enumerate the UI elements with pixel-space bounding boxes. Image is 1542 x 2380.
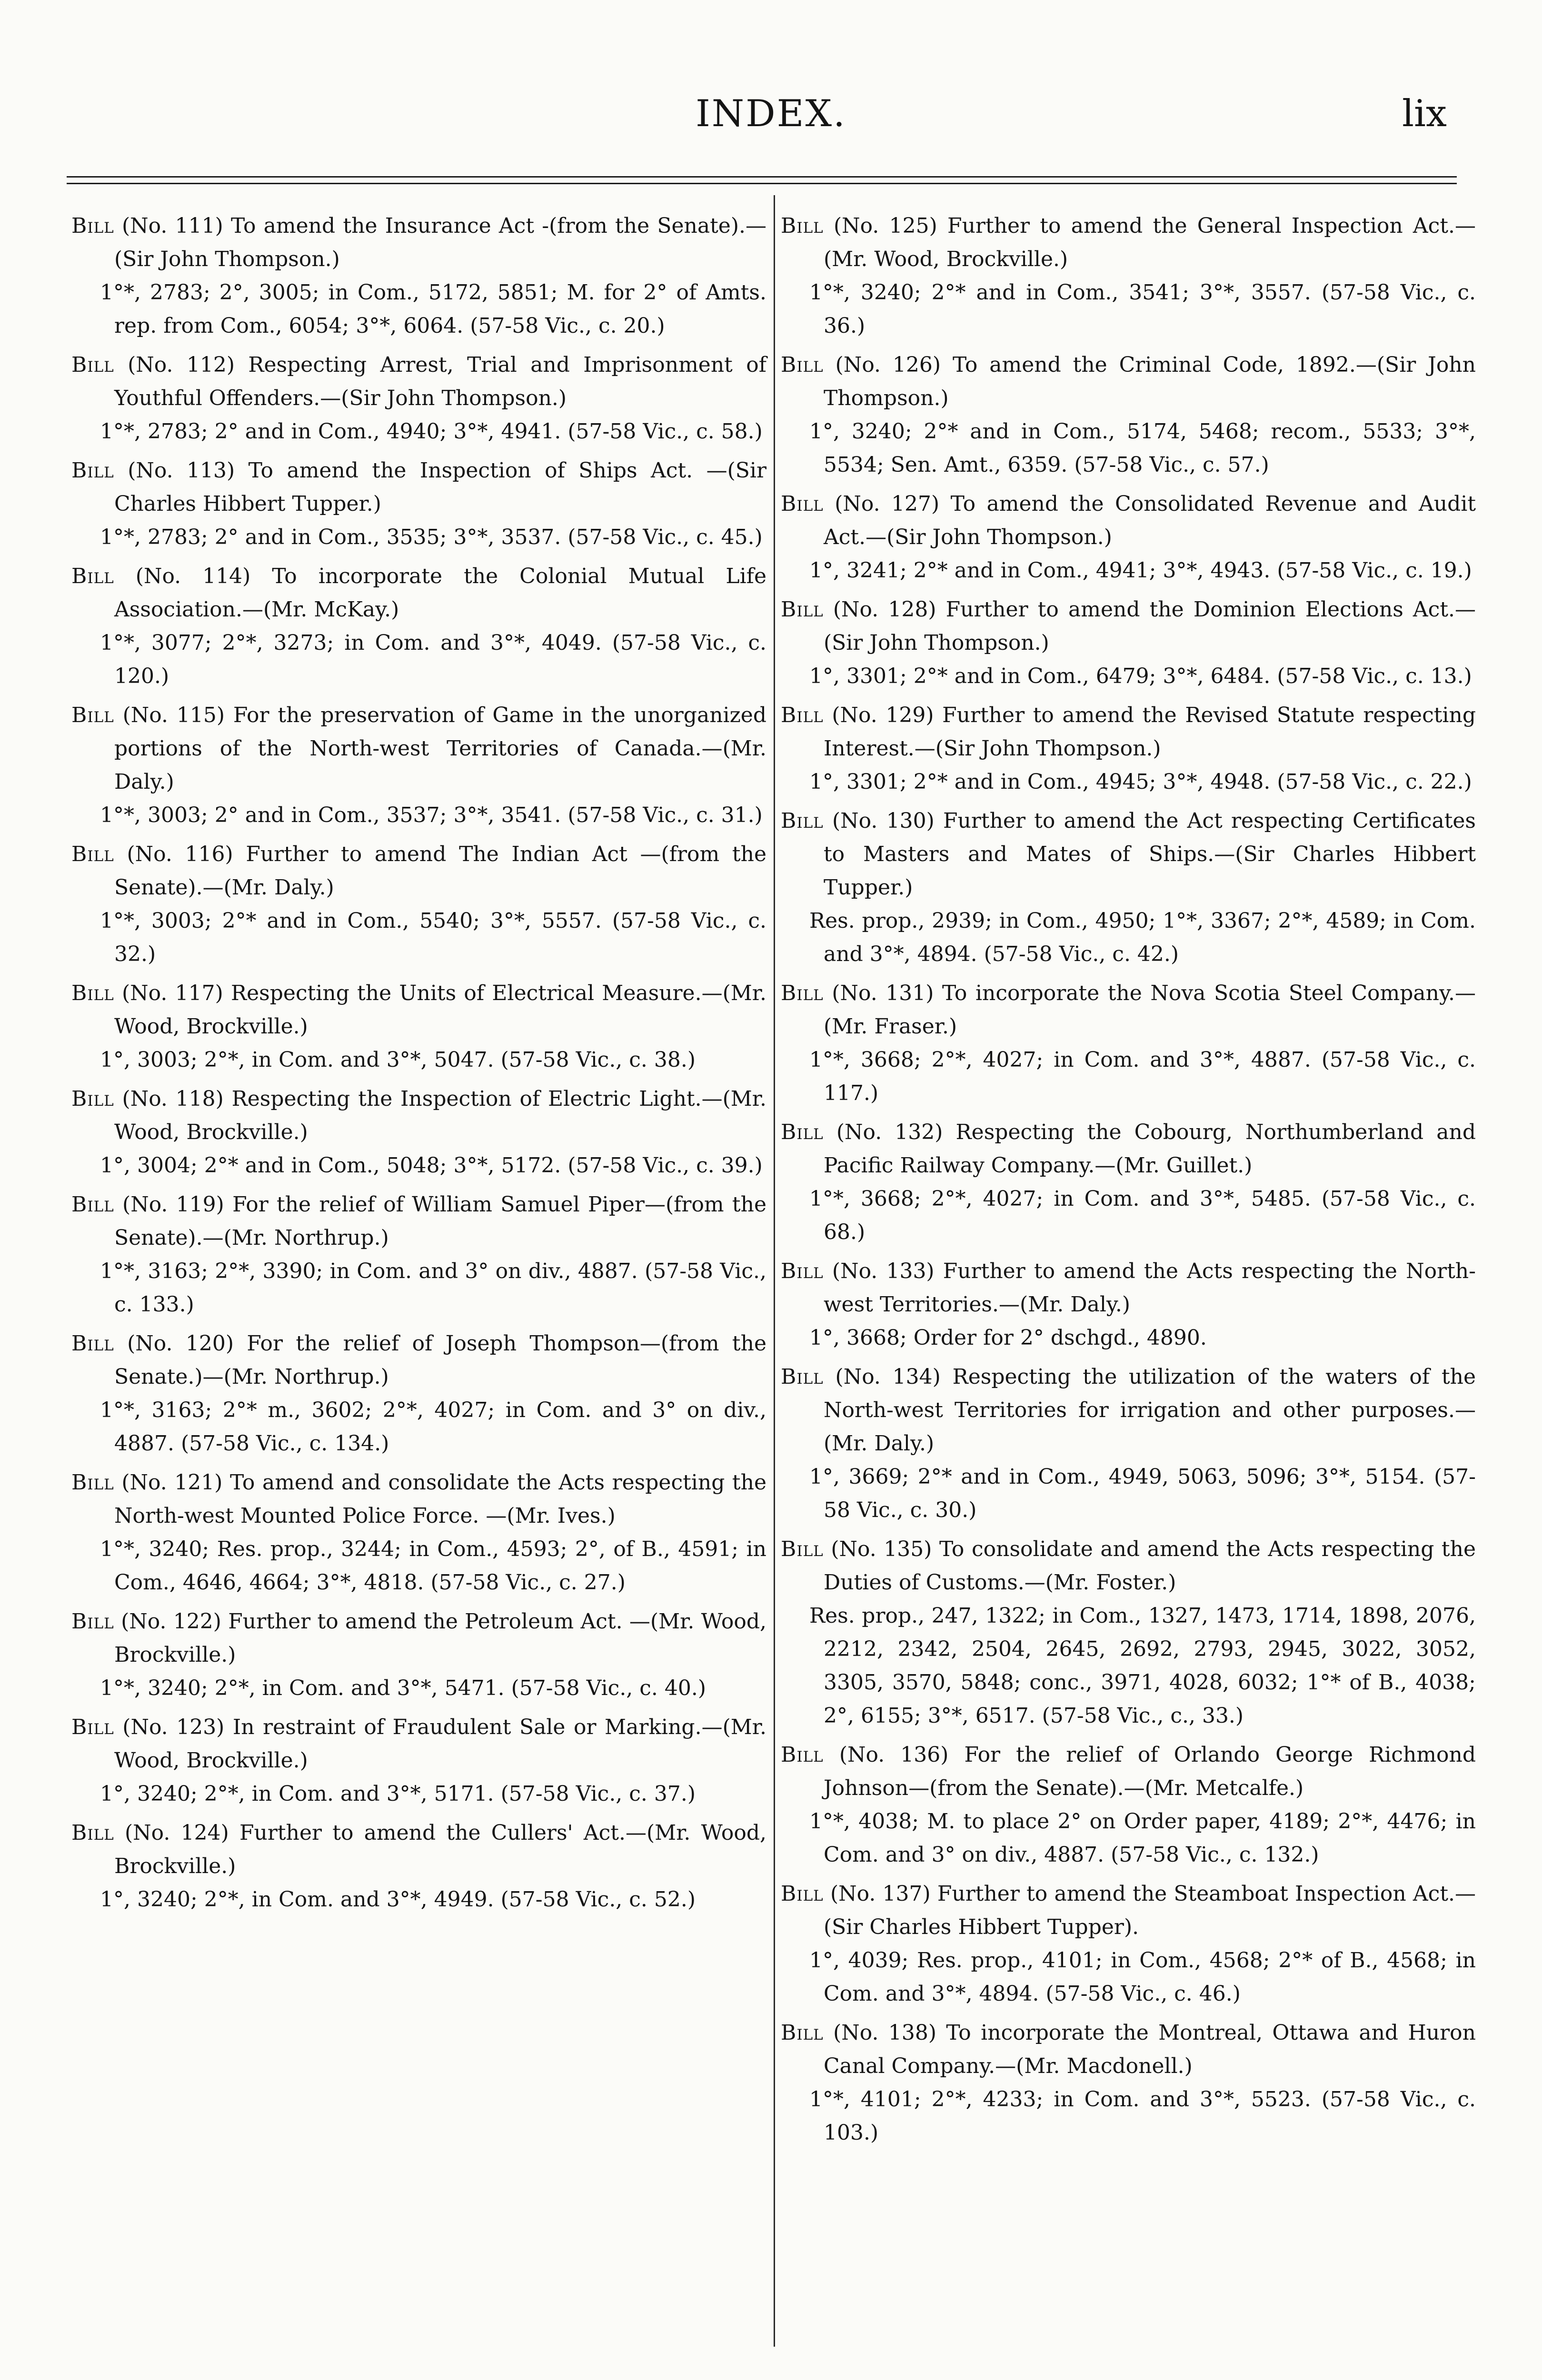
entry-title <box>781 1738 1476 1805</box>
entry-references: 1°, 3240; 2°* and in Com., 5174, 5468; recom., 5533; 3°*, 5534; Sen. Amt., 6359. (57-58 Vic., c. 57.) <box>809 419 1476 477</box>
index-entry <box>781 1255 1476 1355</box>
entry-title <box>71 699 766 799</box>
entry-lead: Bill <box>781 1882 824 1906</box>
entry-title <box>71 1327 766 1394</box>
entry-title <box>781 1255 1476 1321</box>
index-entry <box>781 804 1476 971</box>
entry-references: 1°*, 3240; 2°* and in Com., 3541; 3°*, 3557. (57-58 Vic., c. 36.) <box>809 280 1476 338</box>
index-entry <box>781 593 1476 693</box>
entry-references: 1°, 3240; 2°*, in Com. and 3°*, 4949. (57-58 Vic., c. 52.) <box>100 1887 696 1912</box>
index-entry <box>71 1466 766 1599</box>
entry-text: (No. 126) To amend the Criminal Code, 1892.—(Sir John Thompson.) <box>823 353 1476 410</box>
entry-lead: Bill <box>781 1743 824 1767</box>
entry-references: Res. prop., 247, 1322; in Com., 1327, 1473, 1714, 1898, 2076, 2212, 2342, 2504, 2645, 2692, 2793, 2945, 3022, 3052, 3305, 3570, 5848; conc., 3971, 4028, 6032; 1°* of B., 4038; 2°, 6155; 3°*, 6517. (57-58 Vic., c., 33.) <box>809 1604 1476 1728</box>
page-title: INDEX. <box>696 92 846 135</box>
entry-text: (No. 128) Further to amend the Dominion Elections Act.—(Sir John Thompson.) <box>823 597 1476 655</box>
entry-references: 1°, 3301; 2°* and in Com., 4945; 3°*, 4948. (57-58 Vic., c. 22.) <box>809 770 1472 794</box>
index-entry <box>781 348 1476 482</box>
entry-text: (No. 122) Further to amend the Petroleum Act. —(Mr. Wood, Brockville.) <box>114 1609 766 1667</box>
entry-lead: Bill <box>781 703 824 727</box>
entry-lead: Bill <box>781 1120 824 1144</box>
entry-lead: Bill <box>71 1715 114 1739</box>
entry-text: (No. 129) Further to amend the Revised Statute respecting Interest.—(Sir John Thompson.) <box>823 703 1476 761</box>
index-entry <box>71 1188 766 1321</box>
index-entry <box>71 560 766 693</box>
entry-lead: Bill <box>781 1537 824 1561</box>
entry-title <box>71 838 766 904</box>
entry-lead: Bill <box>781 981 824 1005</box>
entry-references: 1°*, 2783; 2°, 3005; in Com., 5172, 5851; M. for 2° of Amts. rep. from Com., 6054; 3°*, 6064. (57-58 Vic., c. 20.) <box>100 280 766 338</box>
entry-title <box>781 1116 1476 1182</box>
header-rule-top <box>67 176 1457 178</box>
entry-title <box>781 209 1476 276</box>
entry-lead: Bill <box>71 703 114 727</box>
header-rule-bottom <box>67 183 1457 184</box>
entry-text: (No. 113) To amend the Inspection of Ships Act. —(Sir Charles Hibbert Tupper.) <box>114 458 766 516</box>
entry-text: (No. 127) To amend the Consolidated Revenue and Audit Act.—(Sir John Thompson.) <box>823 492 1476 549</box>
entry-title <box>71 1816 766 1883</box>
entry-references: 1°*, 3003; 2° and in Com., 3537; 3°*, 3541. (57-58 Vic., c. 31.) <box>100 803 763 827</box>
entry-text: (No. 123) In restraint of Fraudulent Sale or Marking.—(Mr. Wood, Brockville.) <box>114 1715 766 1773</box>
entry-title <box>781 1533 1476 1599</box>
left-column <box>71 209 766 1922</box>
entry-lead: Bill <box>71 1609 114 1634</box>
entry-references: 1°, 4039; Res. prop., 4101; in Com., 4568; 2°* of B., 4568; in Com. and 3°*, 4894. (57-58 Vic., c. 46.) <box>809 1948 1476 2006</box>
entry-text: (No. 131) To incorporate the Nova Scotia Steel Company.—(Mr. Fraser.) <box>823 981 1476 1039</box>
entry-text: (No. 115) For the preservation of Game in the unorganized portions of the North-west Territories of Canada.—(Mr. Daly.) <box>114 703 766 794</box>
entry-text: (No. 118) Respecting the Inspection of Electric Light.—(Mr. Wood, Brockville.) <box>114 1087 766 1144</box>
entry-title <box>71 1605 766 1672</box>
index-entry <box>71 1082 766 1182</box>
entry-text: (No. 119) For the relief of William Samuel Piper—(from the Senate).—(Mr. Northrup.) <box>114 1192 766 1250</box>
entry-references: 1°, 3669; 2°* and in Com., 4949, 5063, 5096; 3°*, 5154. (57-58 Vic., c. 30.) <box>809 1465 1476 1522</box>
entry-references: 1°, 3240; 2°*, in Com. and 3°*, 5171. (57-58 Vic., c. 37.) <box>100 1782 696 1806</box>
entry-references: 1°*, 3163; 2°*, 3390; in Com. and 3° on div., 4887. (57-58 Vic., c. 133.) <box>100 1259 766 1317</box>
entry-title <box>71 454 766 521</box>
entry-lead: Bill <box>781 1259 824 1283</box>
entry-references: 1°, 3668; Order for 2° dschgd., 4890. <box>809 1326 1207 1350</box>
entry-references: 1°*, 4101; 2°*, 4233; in Com. and 3°*, 5523. (57-58 Vic., c. 103.) <box>809 2087 1476 2145</box>
index-entry <box>781 1360 1476 1527</box>
entry-title <box>71 560 766 626</box>
index-entry <box>71 454 766 554</box>
entry-text: (No. 135) To consolidate and amend the Acts respecting the Duties of Customs.—(Mr. Foster.) <box>823 1537 1476 1595</box>
entry-references: 1°*, 3240; 2°*, in Com. and 3°*, 5471. (57-58 Vic., c. 40.) <box>100 1676 706 1700</box>
entry-title <box>781 348 1476 415</box>
entry-lead: Bill <box>781 353 824 377</box>
entry-text: (No. 120) For the relief of Joseph Thompson—(from the Senate.)—(Mr. Northrup.) <box>114 1331 766 1389</box>
index-entry <box>781 487 1476 587</box>
entry-lead: Bill <box>71 564 114 588</box>
entry-text: (No. 112) Respecting Arrest, Trial and Imprisonment of Youthful Offenders.—(Sir John Thompson.) <box>114 353 766 410</box>
column-divider <box>774 195 775 2347</box>
entry-text: (No. 125) Further to amend the General Inspection Act.—(Mr. Wood, Brockville.) <box>823 214 1476 271</box>
entry-title <box>781 804 1476 904</box>
right-column <box>781 209 1476 2155</box>
index-entry <box>781 1738 1476 1872</box>
entry-lead: Bill <box>781 214 824 238</box>
index-entry <box>781 209 1476 343</box>
entry-lead: Bill <box>71 1821 114 1845</box>
entry-references: 1°*, 3668; 2°*, 4027; in Com. and 3°*, 4887. (57-58 Vic., c. 117.) <box>809 1048 1476 1105</box>
entry-text: (No. 136) For the relief of Orlando George Richmond Johnson—(from the Senate).—(Mr. Metcalfe.) <box>823 1743 1476 1800</box>
index-entry <box>781 977 1476 1110</box>
index-entry <box>781 1533 1476 1733</box>
entry-lead: Bill <box>71 353 114 377</box>
entry-title <box>71 1466 766 1533</box>
entry-references: 1°*, 3163; 2°* m., 3602; 2°*, 4027; in Com. and 3° on div., 4887. (57-58 Vic., c. 134.) <box>100 1398 766 1456</box>
entry-references: 1°, 3003; 2°*, in Com. and 3°*, 5047. (57-58 Vic., c. 38.) <box>100 1048 696 1072</box>
entry-references: 1°*, 3240; Res. prop., 3244; in Com., 4593; 2°, of B., 4591; in Com., 4646, 4664; 3°*, 4818. (57-58 Vic., c. 27.) <box>100 1537 766 1595</box>
index-entry <box>71 348 766 448</box>
index-entry <box>71 1711 766 1811</box>
entry-references: 1°*, 2783; 2° and in Com., 4940; 3°*, 4941. (57-58 Vic., c. 58.) <box>100 419 763 444</box>
entry-title <box>781 977 1476 1043</box>
index-entry <box>781 2016 1476 2150</box>
entry-lead: Bill <box>71 214 114 238</box>
entry-references: Res. prop., 2939; in Com., 4950; 1°*, 3367; 2°*, 4589; in Com. and 3°*, 4894. (57-58 Vic., c. 42.) <box>809 909 1476 966</box>
entry-title <box>71 1188 766 1255</box>
index-entry <box>71 699 766 832</box>
entry-text: (No. 111) To amend the Insurance Act -(from the Senate).—(Sir John Thompson.) <box>114 214 766 271</box>
index-entry <box>781 699 1476 799</box>
entry-lead: Bill <box>781 597 824 622</box>
entry-references: 1°*, 4038; M. to place 2° on Order paper, 4189; 2°*, 4476; in Com. and 3° on div., 4887. (57-58 Vic., c. 132.) <box>809 1809 1476 1867</box>
entry-lead: Bill <box>71 1470 114 1495</box>
entry-text: (No. 137) Further to amend the Steamboat Inspection Act.—(Sir Charles Hibbert Tupper). <box>823 1882 1476 1939</box>
entry-title <box>781 2016 1476 2083</box>
entry-references: 1°, 3004; 2°* and in Com., 5048; 3°*, 5172. (57-58 Vic., c. 39.) <box>100 1153 763 1178</box>
entry-lead: Bill <box>71 458 114 483</box>
entry-title <box>781 487 1476 554</box>
entry-lead: Bill <box>71 1087 114 1111</box>
entry-text: (No. 132) Respecting the Cobourg, Northumberland and Pacific Railway Company.—(Mr. Guillet.) <box>823 1120 1476 1178</box>
entry-references: 1°*, 3077; 2°*, 3273; in Com. and 3°*, 4049. (57-58 Vic., c. 120.) <box>100 631 766 688</box>
entry-text: (No. 117) Respecting the Units of Electrical Measure.—(Mr. Wood, Brockville.) <box>114 981 766 1039</box>
entry-title <box>71 977 766 1043</box>
index-entry <box>71 1816 766 1916</box>
index-entry <box>71 977 766 1077</box>
entry-lead: Bill <box>71 1192 114 1217</box>
index-entry <box>781 1877 1476 2011</box>
entry-title <box>781 1877 1476 1944</box>
entry-references: 1°*, 3668; 2°*, 4027; in Com. and 3°*, 5485. (57-58 Vic., c. 68.) <box>809 1187 1476 1244</box>
entry-references: 1°*, 2783; 2° and in Com., 3535; 3°*, 3537. (57-58 Vic., c. 45.) <box>100 525 763 549</box>
entry-title <box>781 1360 1476 1460</box>
entry-lead: Bill <box>71 1331 114 1356</box>
entry-text: (No. 138) To incorporate the Montreal, Ottawa and Huron Canal Company.—(Mr. Macdonell.) <box>823 2021 1476 2078</box>
entry-title <box>781 699 1476 765</box>
entry-text: (No. 130) Further to amend the Act respecting Certificates to Masters and Mates of Ships.—(Sir Charles Hibbert Tupper.) <box>823 809 1476 900</box>
entry-text: (No. 114) To incorporate the Colonial Mutual Life Association.—(Mr. McKay.) <box>114 564 766 622</box>
entry-text: (No. 133) Further to amend the Acts respecting the North-west Territories.—(Mr. Daly.) <box>823 1259 1476 1317</box>
entry-references: 1°, 3301; 2°* and in Com., 6479; 3°*, 6484. (57-58 Vic., c. 13.) <box>809 664 1472 688</box>
index-entry <box>71 1605 766 1705</box>
index-entry <box>71 1327 766 1460</box>
index-entry <box>71 838 766 971</box>
entry-lead: Bill <box>71 981 114 1005</box>
entry-lead: Bill <box>781 2021 824 2045</box>
entry-lead: Bill <box>781 809 824 833</box>
entry-text: (No. 116) Further to amend The Indian Act —(from the Senate).—(Mr. Daly.) <box>114 842 766 900</box>
entry-title <box>71 209 766 276</box>
entry-title <box>71 1082 766 1149</box>
entry-references: 1°*, 3003; 2°* and in Com., 5540; 3°*, 5557. (57-58 Vic., c. 32.) <box>100 909 766 966</box>
page-number: lix <box>1402 92 1447 135</box>
entry-lead: Bill <box>71 842 114 866</box>
entry-title <box>71 1711 766 1777</box>
entry-text: (No. 134) Respecting the utilization of the waters of the North-west Territories for irrigation and other purposes.—(Mr. Daly.) <box>823 1365 1476 1456</box>
entry-title <box>781 593 1476 660</box>
index-entry <box>71 209 766 343</box>
index-entry <box>781 1116 1476 1249</box>
entry-references: 1°, 3241; 2°* and in Com., 4941; 3°*, 4943. (57-58 Vic., c. 19.) <box>809 558 1472 583</box>
entry-text: (No. 121) To amend and consolidate the Acts respecting the North-west Mounted Police Force. —(Mr. Ives.) <box>114 1470 766 1528</box>
entry-lead: Bill <box>781 1365 824 1389</box>
entry-text: (No. 124) Further to amend the Cullers' Act.—(Mr. Wood, Brockville.) <box>114 1821 766 1878</box>
entry-title <box>71 348 766 415</box>
entry-lead: Bill <box>781 492 824 516</box>
